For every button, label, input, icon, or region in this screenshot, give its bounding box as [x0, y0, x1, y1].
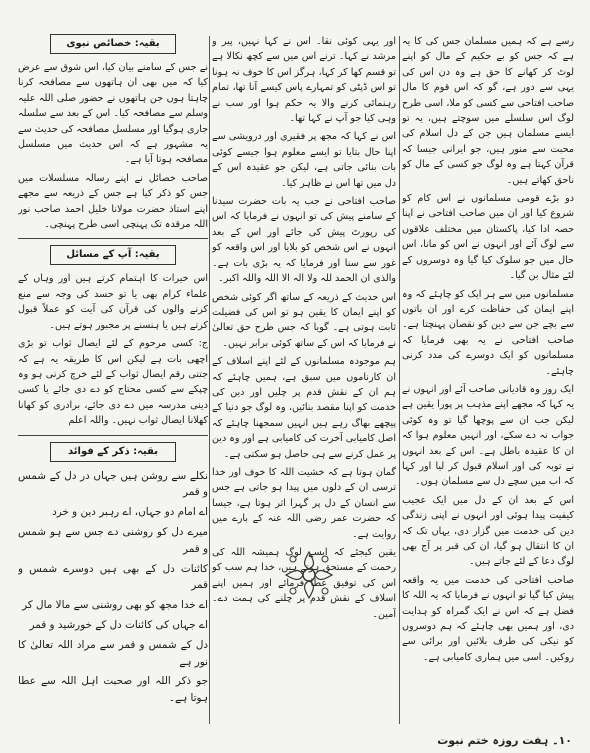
verse-block: [18, 468, 208, 707]
verse-line: اے خدا مجھ کو بھی روشنی سے مالا مال کر: [22, 599, 208, 612]
right-para: مسلمانوں میں سے ہر ایک کو چاہئے کہ وہ اپنے ایمان کی حفاظت کرے اور ان باتوں سے بچے جن سے دین کو نقصان پہنچتا ہے۔ صاحب افتاحی نے یہ بھی فرمایا کہ مسلمانوں کو ایک دوسرے کی مدد کرنی چاہئے۔: [402, 288, 574, 377]
page-footer: ۱۰۔ ہفت روزہ ختم نبوت: [437, 734, 572, 747]
middle-column: [212, 34, 396, 724]
section-heading-zikr: بقیہ: ذکر کے فوائد: [50, 442, 176, 462]
section-heading-khasail: بقیہ: خصائص نبوی: [50, 34, 176, 54]
verse-line: میرے دل کو روشنی دے جس سے ہو شمس و قمر: [18, 525, 208, 555]
right-column: [402, 34, 574, 724]
left-para: صاحب خصائل نے اپنے رسالہ مسلسلات میں جس کو ذکر کیا ہے جس کے ذریعہ سے مجھے اپنے استاذ حضرت مولانا خلیل احمد صاحب نور اللہ مرقدہ تک پہنچی اسی طرح پہنچی۔: [18, 172, 208, 231]
section-heading-masail: بقیہ: آپ کے مسائل: [50, 245, 176, 265]
verse-line: اے امام دو جہاں، اے رہبر دین و خرد: [52, 506, 208, 519]
verse-line: اے جہاں کی کائنات دل کے خورشید و قمر: [29, 618, 208, 631]
right-para: رسے ہے کہ ہمیں مسلمان جس کی کا یہ ہے کہ جس کو بے حکیم کے مال کو اپنے لوٹ کر کھانے کا حق ہے وہ دن اس کی یہی سے دور ہے، گو کہ اس قوم کا مال صاحب افتاحی سے کسی کو ملا، اسی طرح لوگ اس سلسلے میں سوچتے ہیں، یہ تو ایسے مسلمان ہیں جن کے دل اسلام کی محبت سے منور ہیں، جو ایرانی جیسا کہ قرآن کہتا ہے وہ لوگ جو کسی کے مال کو ناحق کھاتے ہیں۔: [402, 36, 574, 186]
middle-para: اس نے کہا کہ مجھ پر فقیری اور درویشی سے اپنا حال بتایا تو ایسے معلوم ہوا جیسے کوئی بات بنائی جاتی ہے، لیکن جو عقیدہ اس کے دل میں تھا اس نے ظاہر کیا۔: [212, 131, 396, 189]
left-para: ج: کسی مرحوم کے لئے ایصال ثواب تو بڑی اچھی بات ہے لیکن اس کا طریقہ یہ ہے کہ جتنی رقم ایصال ثواب کے لئے خرچ کرنی ہو وہ چپکے سے کسی محتاج کو دے دی جائے یا کسی دینی مدرسہ میں دے دی جائے، برادری کو کھانا کھلانا ایصال ثواب نہیں۔ واللہ اعلم: [18, 338, 208, 427]
left-column: [18, 34, 208, 724]
middle-para: یقین کیجئے کہ ایسے لوگ ہمیشہ اللہ کی رحمت کے مستحق ہوتے ہیں، خدا ہم سب کو اس کی توفیق عطا فرمائے اور ہمیں اپنے اسلاف کے نقش قدم پر چلنے کی ہمت دے۔ آمین۔: [212, 547, 396, 620]
right-para: صاحب افتاحی کی خدمت میں یہ واقعہ پیش کیا گیا تو انہوں نے فرمایا کہ یہ اللہ کا فضل ہے کہ اس نے ایک گمراہ کو ہدایت دی، اور ہمیں بھی چاہئے کہ ہم دوسروں کو نیکی کی طرف بلائیں اور برائی سے روکیں۔ اسی میں ہماری کامیابی ہے۔: [402, 574, 574, 663]
right-para: اس کے بعد ان کے دل میں ایک عجیب کیفیت پیدا ہوئی اور انہوں نے اپنی زندگی دین کی خدمت میں گزار دی، یہاں تک کہ ان کا انتقال ہو گیا، ان کی قبر پر آج بھی لوگ دعا کے لئے جاتے ہیں۔: [402, 494, 574, 568]
section-divider: [18, 435, 208, 436]
middle-para: صاحب افتاحی نے جب یہ بات حضرت سیدنا کے سامنے پیش کی تو انہوں نے فرمایا کہ اس کی رپورٹ پیش کی جائے اور اس کے بعد انہوں نے اس شخص کو بلایا اور اس واقعہ کو غور سے سنا اور فرمایا کہ یہ بڑی بات ہے۔ والذی ان الحمد للہ ولا الہ الا اللہ واللہ اکبر۔: [212, 196, 396, 285]
section-divider: [18, 238, 208, 239]
column-divider: [209, 36, 210, 724]
middle-para: ہم موجودہ مسلمانوں کے لئے اپنے اسلاف کے ان کارناموں میں سبق ہے، ہمیں چاہئے کہ ہم ان کے نقش قدم پر چلیں اور دین کی خدمت کو اپنا مقصد بنائیں، وہ لوگ جو دنیا کے پیچھے بھاگ رہے ہیں انہیں سمجھنا چاہئے کہ اصل کامیابی آخرت کی کامیابی ہے اور وہ دین پر عمل کرنے سے ہی حاصل ہو سکتی ہے۔: [212, 356, 396, 460]
middle-para: اس حدیث کے ذریعہ کے ساتھ اگر کوئی شخص کو اپنے ایمان کا یقین ہو تو اس کی فضیلت ثابت ہوتی ہے۔ گویا کہ جس طرح حق تعالیٰ نے فرمایا کہ اس کے ساتھ کوئی برابر نہیں۔: [212, 291, 396, 349]
column-divider: [399, 36, 400, 724]
floral-ornament-icon: [282, 548, 336, 602]
right-para: دو بڑے قومی مسلمانوں نے اس کام کو شروع کیا اور ان میں صاحب افتاحی نے اپنا حصہ ادا کیا، پاکستان میں مختلف علاقوں سے لوگ آئے اور انہوں نے اس کو مانا، اس حال میں جو سلوک کیا گیا وہ دوسروں کے لئے مثال بن گیا۔: [402, 193, 574, 282]
left-para: اس خیرات کا اہتمام کرتے ہیں اور وہاں کے علماء کرام بھی یا تو حسد کی وجہ سے منع کرنے والوں کی قرآن کی آیت کو عملاً قبول کرتے ہیں یا ہنسنے پر مجبور ہوتے ہیں۔: [18, 273, 208, 331]
middle-para: گمان ہوتا ہے کہ خشیت اللہ کا خوف اور خدا ترسی ان کے دلوں میں پیدا ہو جاتی ہے جس سے انسان کے دل پر گہرا اثر ہوتا ہے، جیسا کہ حضرت عمر رضی اللہ عنہ کے بارے میں روایت ہے۔: [212, 466, 396, 540]
left-para: نے جس کے سامنے بیان کیا، اس شوق سے عرض کیا کہ میں بھی ان ہاتھوں سے مصافحہ کرنا چاہتا ہوں جن ہاتھوں نے حضور صلی اللہ علیہ وسلم سے مصافحہ کیا۔ اس کے بعد سے سلسلہ جاری ہوگیا اور مسلسل مصافحہ کی حدیث سے یہ مشہور ہے کہ اس حدیث میں مسلسل مصافحہ ہوتا آیا ہے۔: [18, 62, 208, 166]
verse-line: جو ذکر اللہ اور صحبت اہل اللہ سے عطا ہوتا ہے۔: [18, 675, 208, 705]
middle-para: اور یہی کوئی نقا۔ اس نے کہا نہیں، پیر و مرشد نے کہا۔ ترنے اس میں سے کچھ نکالا ہے تو قسم کھا کر کہا، ہرگز اس کا خوف نہ ہونا تو اس ڈپٹی کو تمہارے پاس کیسے آنا تھا، تمام رہنمائی کرنے والا یہ حکم ہوا اور سب نے وہی کیا جو آپ نے کہا تھا۔: [212, 36, 396, 125]
verse-line: نکلے سے روشن ہیں جہاں در دل کے شمس و قمر: [18, 469, 208, 499]
right-para: ایک روز وہ قادیانی صاحب آئے اور انہوں نے یہ کہا کہ مجھے اپنے مذہب پر پورا یقین ہے لیکن جب ان سے پوچھا گیا تو وہ کوئی جواب نہ دے سکے، اور انہیں معلوم ہوا کہ ان کا عقیدہ باطل ہے۔ اس کے بعد انہوں نے توبہ کی اور اسلام قبول کر لیا اور کہا کہ اب میں سچے دل سے مسلمان ہوں۔: [402, 383, 574, 488]
verse-line: کائنات دل کے بھی ہیں دوسرے شمس و قمر: [18, 562, 208, 592]
verse-line: دل کے شمس و قمر سے مراد اللہ تعالیٰ کا نور ہے: [18, 638, 208, 668]
